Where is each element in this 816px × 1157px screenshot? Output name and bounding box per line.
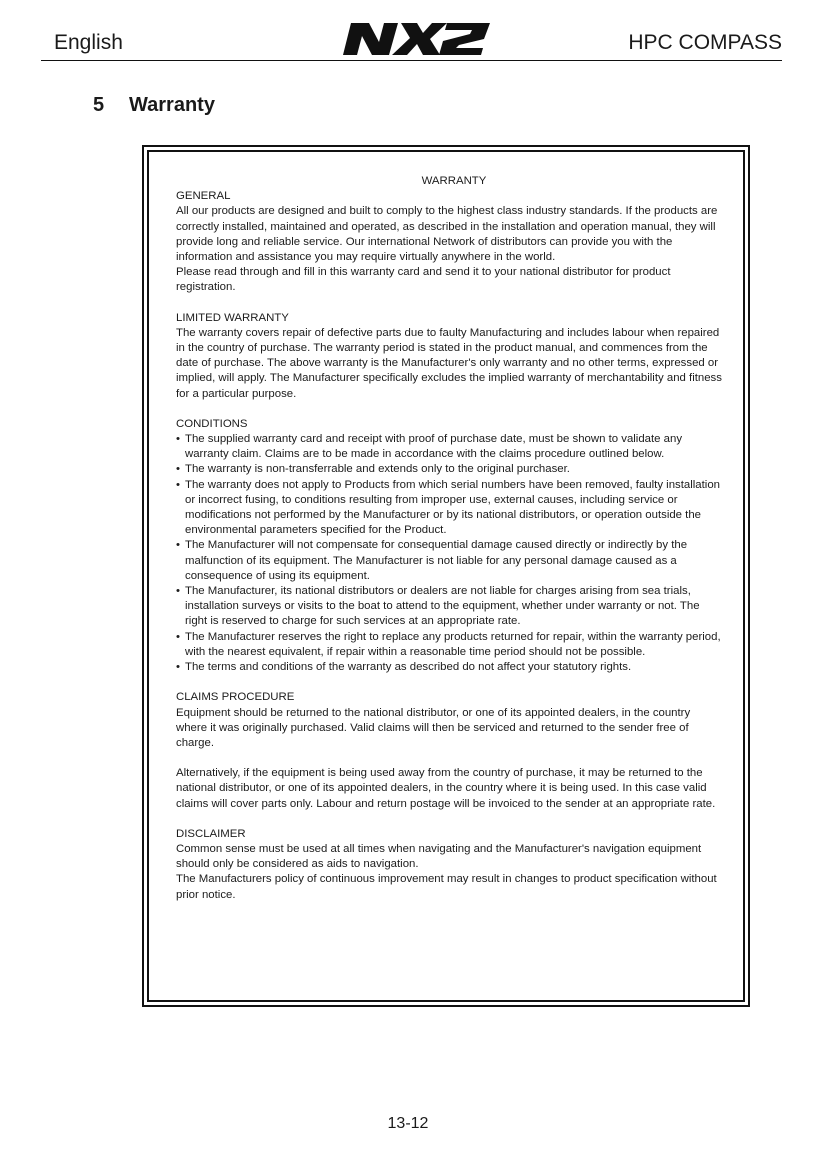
condition-item: • The warranty does not apply to Products from which serial numbers have been removed, faulty installation or incorrect fusing, to conditions resulting from improper use, external causes, including service or modifications not performed by the Manufacturer or by its national distributors, or operation outside the environmental parameters specified for the Product. [176,478,720,537]
policy-paragraph: The Manufacturers policy of continuous improvement may result in changes to product specification without prior notice. [176,873,717,901]
condition-item: • The terms and conditions of the warranty as described do not affect your statutory rights. [176,661,632,674]
section-title [93,94,215,117]
condition-item: • The Manufacturer, its national distributors or dealers are not liable for charges arising from sea trials, installation surveys or visits to the boat to attend to the equipment, whether under warranty or not. The right is reserved to charge for such services at an appropriate rate. [176,585,700,628]
header-language: English [54,31,123,54]
registration-paragraph: Please read through and fill in this warranty card and send it to your national distributor for product registration. [176,266,671,294]
header-product: HPC COMPASS [628,31,782,54]
header-divider [41,60,782,61]
disclaimer-paragraph: Common sense must be used at all times when navigating and the Manufacturer's navigation equipment should only be considered as aids to navigation. [176,842,702,871]
card-title-text: WARRANTY [421,175,487,187]
condition-item: • The warranty is non-transferrable and extends only to the original purchaser. [176,463,570,476]
disclaimer-heading: DISCLAIMER [176,827,246,840]
warranty-card [176,174,722,903]
section-number: 5 [93,94,105,116]
section-title-text: Warranty [129,94,215,116]
page-number: 13-12 [387,1115,429,1132]
nx2-logo [343,22,490,56]
general-heading: GENERAL [176,190,231,203]
conditions-list [176,432,722,675]
limited-warranty-heading: LIMITED WARRANTY [176,311,289,324]
conditions-heading: CONDITIONS [176,417,248,430]
limited-warranty-paragraph: The warranty covers repair of defective parts due to faulty Manufacturing and includes labour when repaired in the country of purchase. The warranty period is stated in the product manual, and commences from the date of purchase. The above warranty is the Manufacturer's only warranty and no other terms, expressed or implied, will apply. The Manufacturer specifically excludes the implied warranty of merchantability and fitness for a particular purpose. [176,326,722,400]
general-paragraph: All our products are designed and built to comply to the highest class industry standards. If the products are correctly installed, maintained and operated, as described in the installation and operation manual, they will provide long and reliable service. Our international Network of distributors can provide you with the information and assistance you may require virtually anywhere in the world. [176,205,718,264]
condition-item: • The supplied warranty card and receipt with proof of purchase date, must be shown to validate any warranty claim. Claims are to be made in accordance with the claims procedure outlined below. [176,433,683,461]
condition-item: • The Manufacturer will not compensate for consequential damage caused directly or indirectly by the malfunction of its equipment. The Manufacturer is not liable for any personal damage caused as a consequence of using its equipment. [176,539,688,582]
claims-heading: CLAIMS PROCEDURE [176,691,295,704]
condition-item: • The Manufacturer reserves the right to replace any products returned for repair, within the warranty period, with the nearest equivalent, if repair within a reasonable time period should not be possible. [176,630,721,658]
claims-abroad-paragraph: Alternatively, if the equipment is being used away from the country of purchase, it may be returned to the national distributor, or one of its appointed dealers, in the country where it is being used. In this case valid claims will cover parts only. Labour and return postage will be invoiced to the sender at an appropriate rate. [176,767,716,810]
card-title [176,174,722,189]
claims-paragraph: Equipment should be returned to the national distributor, or one of its appointed dealers, in the country where it was originally purchased. Valid claims will then be serviced and returned to the sender free of charge. [176,706,691,749]
